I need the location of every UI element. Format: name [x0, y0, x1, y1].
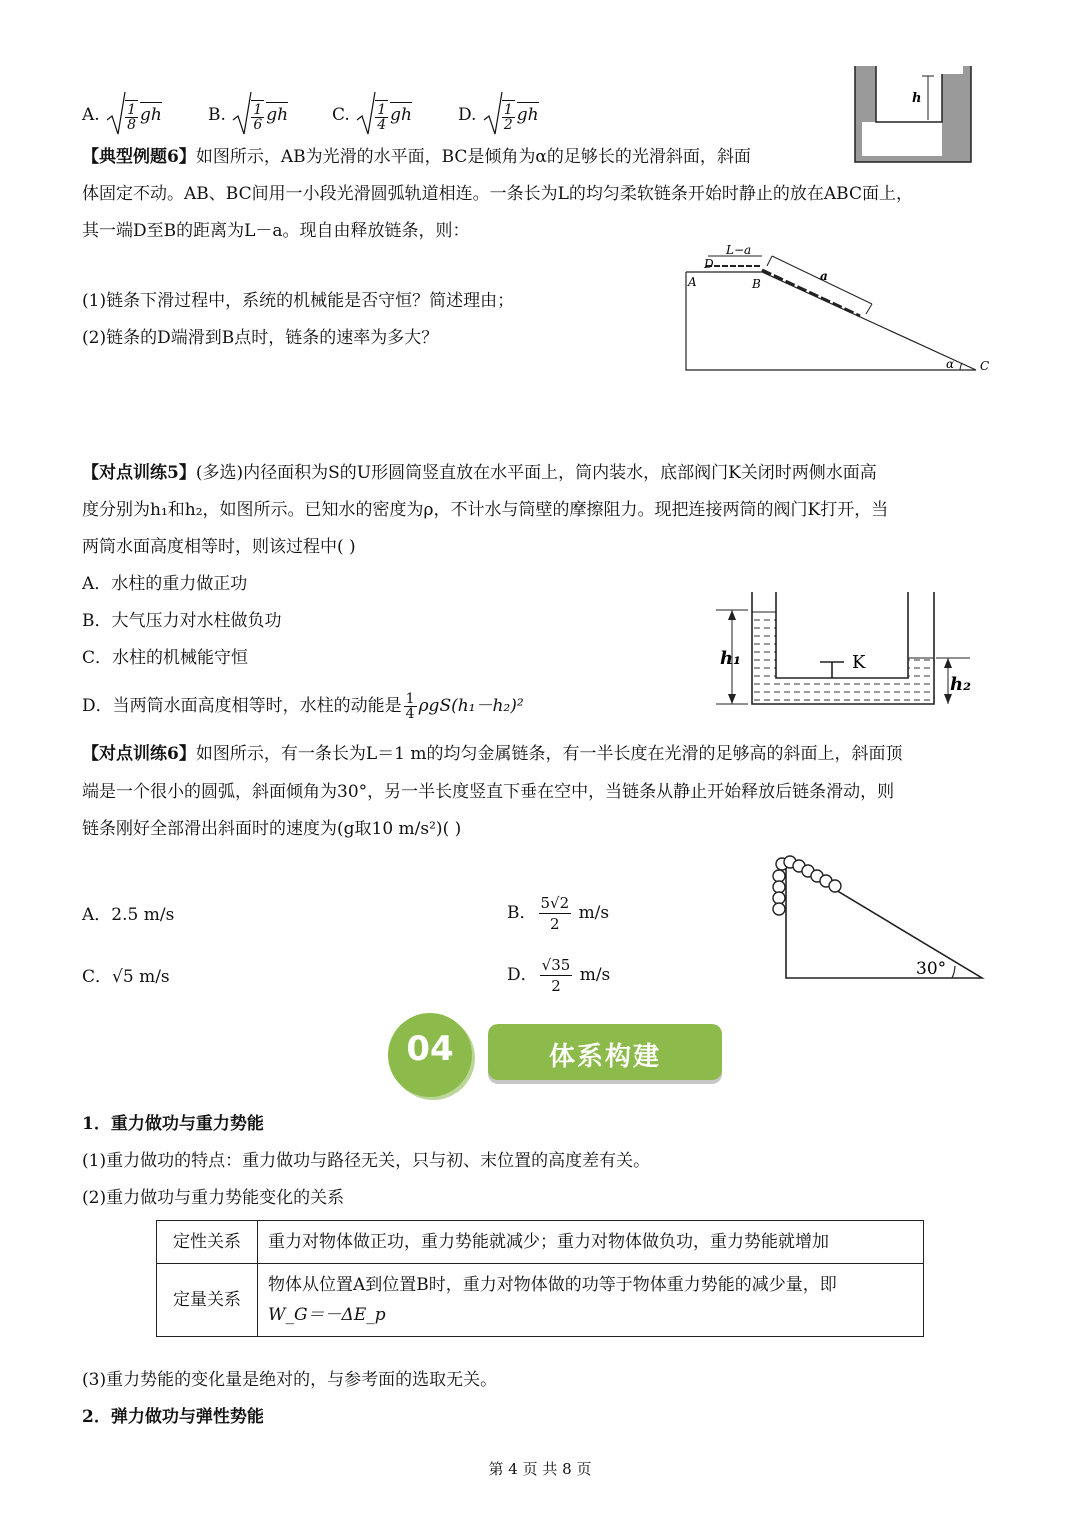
container-figure [850, 66, 976, 164]
drill5-line1: 【对点训练5】(多选)内径面积为S的U形圆筒竖直放在水平面上，筒内装水，底部阀门K关闭时两侧水面高 [82, 463, 877, 483]
heading-2: 2．弹力做功与弹性势能 [82, 1407, 264, 1427]
label-alpha: α [946, 357, 955, 371]
label-b: B [752, 277, 761, 291]
paragraph-3: (3)重力势能的变化量是绝对的，与参考面的选取无关。 [82, 1370, 498, 1390]
label-segment-a: a [820, 269, 828, 283]
drill5-line2: 度分别为h₁和h₂，如图所示。已知水的密度为ρ，不计水与筒壁的摩擦阻力。现把连接两筒的阀门K打开，当 [82, 500, 889, 520]
section-number-badge: 04 [388, 1013, 472, 1097]
chain-incline-figure [770, 850, 990, 984]
example6-line1: 【典型例题6】如图所示，AB为光滑的水平面，BC是倾角为α的足够长的光滑斜面，斜面 [82, 147, 751, 167]
label-d: D [704, 257, 714, 271]
drill5-option-c: C．水柱的机械能守恒 [82, 648, 249, 668]
table-row [157, 1221, 924, 1264]
drill5-option-b: B．大气压力对水柱做负功 [82, 611, 282, 631]
label-h2: h₂ [950, 674, 971, 695]
label-h1: h₁ [720, 648, 741, 669]
sqrt-symbol-icon [355, 90, 377, 141]
option-a: A. $\frac{1}{8}$ gh [82, 90, 162, 141]
label-a-point: A [688, 275, 697, 289]
example6-line3: 其一端D至B的距离为L－a。现自由释放链条，则： [82, 221, 470, 241]
incline-figure [680, 240, 1000, 380]
table-row [157, 1264, 924, 1337]
option-c: C. $\frac{1}{4}$ gh [332, 90, 412, 141]
drill5-option-a: A．水柱的重力做正功 [82, 574, 248, 594]
sqrt-symbol-icon [105, 90, 127, 141]
sqrt-symbol-icon [482, 90, 504, 141]
table-key: 定量关系 [157, 1264, 258, 1337]
label-k: K [852, 652, 866, 673]
table-value: 重力对物体做正功，重力势能就减少；重力对物体做负功，重力势能就增加 [258, 1221, 924, 1264]
example6-q1: (1)链条下滑过程中，系统的机械能是否守恒？简述理由； [82, 291, 515, 311]
sqrt-symbol-icon [231, 90, 253, 141]
label-c: C [980, 359, 990, 373]
example6-line2: 体固定不动。AB、BC间用一小段光滑圆弧轨道相连。一条长为L的均匀柔软链条开始时静止的放在ABC面上， [82, 184, 913, 204]
paragraph-2: (2)重力做功与重力势能变化的关系 [82, 1188, 345, 1208]
label-angle: 30° [916, 959, 947, 979]
label-h: h [912, 91, 922, 106]
drill6-option-c: C．√5 m/s [82, 967, 170, 987]
page-footer: 第 4 页 共 8 页 [488, 1460, 592, 1478]
section-title-badge: 体系构建 [488, 1024, 722, 1080]
option-d: D. $\frac{1}{2}$ gh [458, 90, 539, 141]
drill6-option-b: B． $\frac{5√2}{2}$ m/s [507, 894, 610, 933]
u-tube-figure [712, 592, 974, 712]
drill5-line3: 两筒水面高度相等时，则该过程中( ) [82, 537, 356, 557]
drill6-line3: 链条刚好全部滑出斜面时的速度为(g取10 m/s²)( ) [82, 819, 462, 839]
heading-1: 1．重力做功与重力势能 [82, 1114, 264, 1134]
drill6-line1: 【对点训练6】如图所示，有一条长为L＝1 m的均匀金属链条，有一半长度在光滑的足够高的斜面上，斜面顶 [82, 744, 903, 764]
example6-q2: (2)链条的D端滑到B点时，链条的速率为多大？ [82, 328, 439, 348]
drill6-option-d: D． $\frac{√35}{2}$ m/s [507, 956, 611, 995]
table-value: 物体从位置A到位置B时，重力对物体做的功等于物体重力势能的减少量，即 W_G＝－ΔE_p [258, 1264, 924, 1337]
drill6-line2: 端是一个很小的圆弧，斜面倾角为30°，另一半长度竖直下垂在空中，当链条从静止开始释放后链条滑动，则 [82, 782, 895, 802]
label-l-minus-a: L−a [726, 243, 752, 257]
paragraph-1: (1)重力做功的特点：重力做功与路径无关，只与初、末位置的高度差有关。 [82, 1151, 651, 1171]
relation-table [156, 1220, 924, 1337]
table-key: 定性关系 [157, 1221, 258, 1264]
drill5-option-d: D．当两筒水面高度相等时，水柱的动能是 $\frac{1}{4}$ ρgS(h₁－h₂)² [82, 691, 524, 722]
drill6-option-a: A．2.5 m/s [82, 905, 175, 925]
option-b: B. $\frac{1}{6}$ gh [208, 90, 288, 141]
